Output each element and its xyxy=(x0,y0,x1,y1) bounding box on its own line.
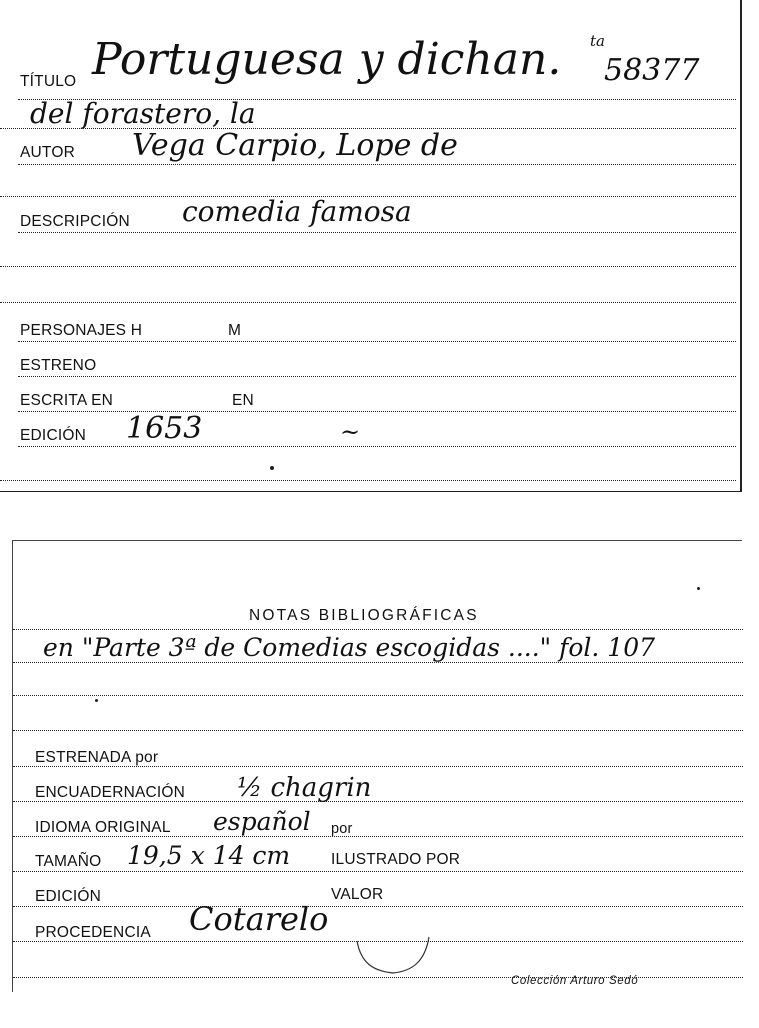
procedencia-label: PROCEDENCIA xyxy=(35,924,151,941)
ink-dot xyxy=(697,587,700,590)
catalog-number: 58377 xyxy=(604,53,700,88)
estrenada-rule xyxy=(13,766,743,767)
notas-value: en "Parte 3ª de Comedias escogidas ...." fol. 107 xyxy=(43,633,656,662)
descripcion-label: DESCRIPCIÓN xyxy=(20,213,130,230)
blank-rule-3 xyxy=(0,302,736,303)
ink-dot xyxy=(270,466,274,470)
en-label: EN xyxy=(232,392,254,409)
idioma-label: IDIOMA ORIGINAL xyxy=(35,819,171,836)
idioma-rule xyxy=(13,836,743,837)
notas-rule xyxy=(13,629,743,630)
edicion-valor-rule xyxy=(13,906,743,907)
valor-label: VALOR xyxy=(331,886,384,903)
descripcion-rule xyxy=(18,232,736,233)
autor-rule xyxy=(18,164,736,165)
card-notch xyxy=(353,933,443,981)
encuadernacion-label: ENCUADERNACIÓN xyxy=(35,784,186,801)
bottom-rule xyxy=(0,480,736,481)
edicion-mark: ~ xyxy=(340,418,361,446)
personajes-rule xyxy=(18,341,736,342)
notas-title: NOTAS BIBLIOGRÁFICAS xyxy=(249,607,479,624)
personajes-h-label: PERSONAJES H xyxy=(20,322,143,339)
bottom-index-card xyxy=(12,540,742,992)
blank-rule-6 xyxy=(13,730,743,731)
blank-rule-4 xyxy=(13,662,743,663)
blank-rule-5 xyxy=(13,695,743,696)
escrita-en-label: ESCRITA EN xyxy=(20,392,114,409)
titulo-label: TÍTULO xyxy=(20,73,77,90)
procedencia-value: Cotarelo xyxy=(189,900,329,938)
edicion-label: EDICIÓN xyxy=(20,427,86,444)
edicion-label-bottom: EDICIÓN xyxy=(35,888,101,905)
blank-rule-2 xyxy=(0,266,736,267)
ilustrado-label: ILUSTRADO POR xyxy=(331,851,461,868)
idioma-value: español xyxy=(213,807,311,836)
titulo-value: Portuguesa y dichan. xyxy=(92,34,562,85)
estreno-rule xyxy=(18,376,736,377)
edicion-rule xyxy=(18,446,736,447)
encuadernacion-value: ½ chagrin xyxy=(237,773,372,803)
encuadernacion-rule xyxy=(13,801,743,802)
tamano-value: 19,5 x 14 cm xyxy=(127,841,291,870)
estrenada-label: ESTRENADA por xyxy=(35,749,159,766)
estreno-label: ESTRENO xyxy=(20,357,97,374)
edicion-value: 1653 xyxy=(126,411,203,446)
autor-value: Vega Carpio, Lope de xyxy=(132,128,458,163)
top-index-card xyxy=(0,0,742,492)
collection-credit: Colección Arturo Sedó xyxy=(511,975,639,987)
titulo-continuation: del forastero, la xyxy=(30,97,256,130)
ink-dot xyxy=(95,699,98,702)
descripcion-value: comedia famosa xyxy=(182,195,412,228)
idioma-por-label: por xyxy=(331,821,353,837)
personajes-m-label: M xyxy=(228,322,242,339)
titulo-superscript: ta xyxy=(590,32,605,50)
tamano-rule xyxy=(13,871,743,872)
autor-label: AUTOR xyxy=(20,144,75,161)
tamano-label: TAMAÑO xyxy=(35,853,102,870)
